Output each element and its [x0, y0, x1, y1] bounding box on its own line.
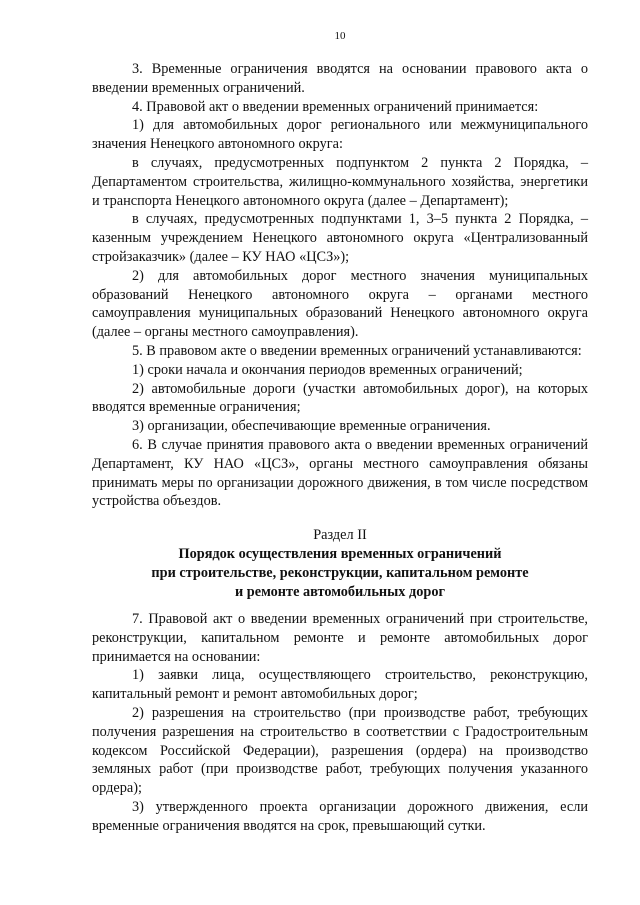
paragraph-5-2: 2) автомобильные дороги (участки автомобильных дорог), на которых вводятся временные ограничения;	[92, 380, 588, 416]
paragraph-4: 4. Правовой акт о введении временных ограничений принимается:	[132, 98, 539, 115]
paragraph-7: 7. Правовой акт о введении временных ограничений при строительстве, реконструкции, капитальном ремонте и ремонте автомобильных дорог принимается на основании:	[92, 611, 588, 665]
section-heading	[92, 526, 588, 602]
section-label: Раздел II	[313, 527, 367, 543]
paragraph-7-3: 3) утвержденного проекта организации дорожного движения, если временные ограничения вводятся на срок, превышающий сутки.	[92, 798, 588, 834]
body-text-top	[92, 60, 588, 511]
paragraph-6: 6. В случае принятия правового акта о введении временных ограничений Департамент, КУ НАО «ЦСЗ», органы местного самоуправления обязаны принимать меры по организации дорожного движения, в том числе посредством устройства объездов.	[92, 436, 588, 510]
paragraph-7-2: 2) разрешения на строительство (при производстве работ, требующих получения разрешения на строительство в соответствии с Градостроительным кодексом Российской Федерации), разрешения (ордера) на производство земляных работ (при производстве работ, требующих получения указанного ордера);	[92, 704, 588, 797]
paragraph-7-1: 1) заявки лица, осуществляющего строительство, реконструкцию, капитальный ремонт и ремонт автомобильных дорог;	[92, 667, 588, 703]
body-text-bottom	[92, 610, 588, 836]
page-number: 10	[334, 30, 346, 42]
paragraph-4-2: 2) для автомобильных дорог местного значения муниципальных образований Ненецкого автономного округа – органами местного самоуправления муниципальных образований Ненецкого автономного округа (далее – органы местного самоуправления).	[92, 267, 588, 341]
paragraph-4-1-a: в случаях, предусмотренных подпунктом 2 пункта 2 Порядка, – Департаментом строительства, жилищно-коммунального хозяйства, энергетики и транспорта Ненецкого автономного округа (далее – Департамент);	[92, 154, 588, 209]
paragraph-5: 5. В правовом акте о введении временных ограничений устанавливаются:	[132, 342, 582, 359]
section-title-line-2: при строительстве, реконструкции, капитальном ремонте	[151, 565, 529, 581]
paragraph-3: 3. Временные ограничения вводятся на основании правового акта о введении временных ограничений.	[92, 61, 588, 96]
section-title-line-1: Порядок осуществления временных ограничений	[178, 546, 502, 562]
paragraph-4-1-b: в случаях, предусмотренных подпунктами 1, 3–5 пункта 2 Порядка, – казенным учреждением Ненецкого автономного округа «Централизованный стройзаказчик» (далее – КУ НАО «ЦСЗ»);	[92, 211, 588, 265]
paragraph-5-1: 1) сроки начала и окончания периодов временных ограничений;	[132, 361, 523, 378]
paragraph-4-1: 1) для автомобильных дорог регионального или межмуниципального значения Ненецкого автономного округа:	[92, 117, 588, 153]
paragraph-5-3: 3) организации, обеспечивающие временные ограничения.	[132, 418, 491, 435]
document-page	[92, 0, 588, 905]
section-title-line-3: и ремонте автомобильных дорог	[235, 584, 445, 600]
